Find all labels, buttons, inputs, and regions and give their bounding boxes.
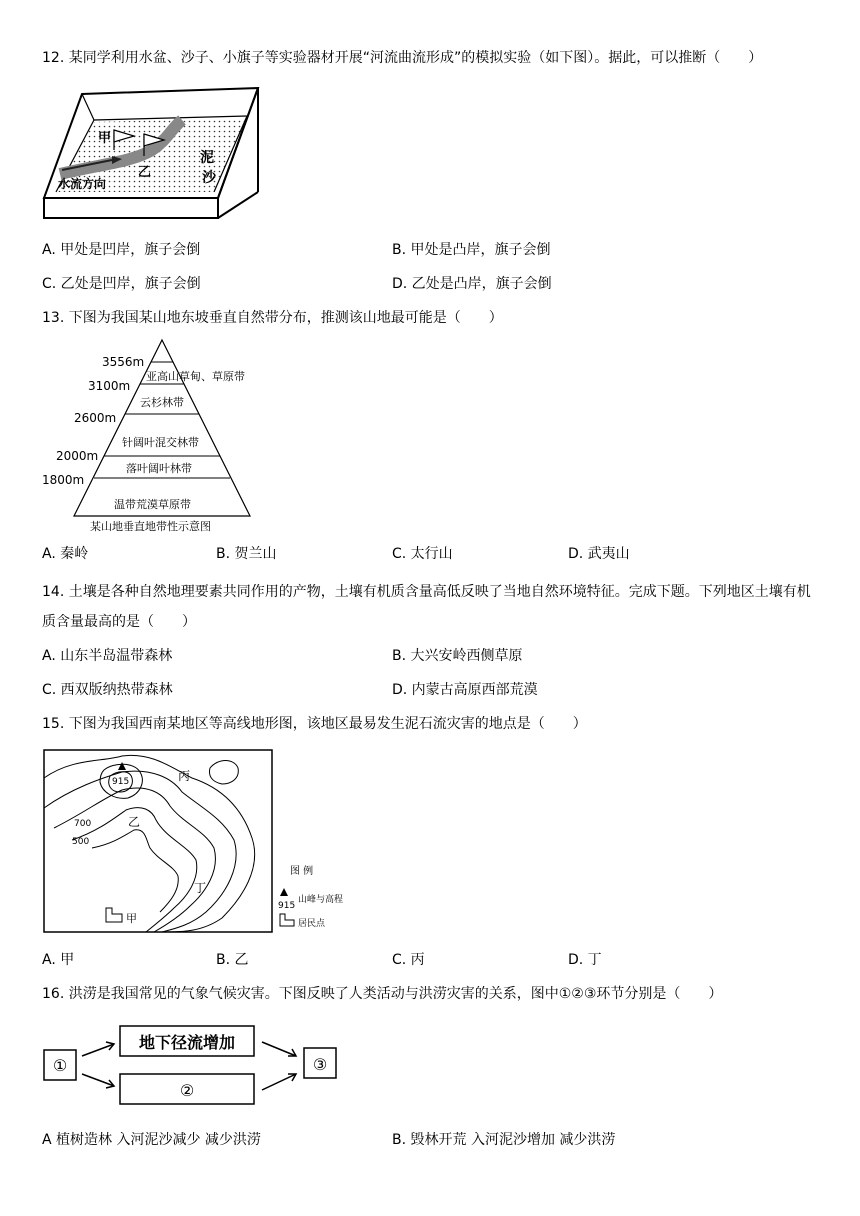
q15-option-a[interactable]: A. 甲: [42, 952, 75, 968]
box-groundwater-label: 地下径流增加: [138, 1033, 236, 1052]
q15-option-d[interactable]: D. 丁: [568, 952, 602, 968]
peak-elevation: 915: [112, 777, 130, 787]
label-ni: 泥: [200, 150, 214, 166]
question-16-stem: 16. 洪涝是我国常见的气象气候灾害。下图反映了人类活动与洪涝灾害的关系，图中①②③环节分别是（ ）: [42, 986, 723, 1002]
elevation-1800: 1800m: [42, 473, 85, 487]
label-yi: 乙: [138, 165, 152, 180]
q16-option-a[interactable]: A 植树造林 入河泥沙减少 减少洪涝: [42, 1132, 261, 1148]
q13-option-b[interactable]: B. 贺兰山: [216, 546, 277, 562]
belt-deciduous-forest: 落叶阔叶林带: [126, 462, 192, 475]
contour-map-figure: [42, 748, 362, 936]
label-jia: 甲: [98, 131, 112, 146]
river-meander-experiment-figure: [42, 84, 264, 220]
q14-option-b[interactable]: B. 大兴安岭西侧草原: [392, 648, 523, 664]
figure-caption: 某山地垂直地带性示意图: [90, 520, 211, 533]
contour-label-500: 500: [72, 837, 90, 847]
location-bing: 丙: [178, 769, 191, 783]
contour-label-700: 700: [74, 819, 92, 829]
elevation-2000: 2000m: [56, 449, 99, 463]
question-14-stem: 14. 土壤是各种自然地理要素共同作用的产物，土壤有机质含量高低反映了当地自然环境特征。完成下题。下列地区土壤有机质含量最高的是（ ）: [42, 584, 811, 630]
q13-option-d[interactable]: D. 武夷山: [568, 546, 630, 562]
belt-mixed-forest: 针阔叶混交林带: [122, 436, 199, 449]
question-12-stem: 12. 某同学利用水盆、沙子、小旗子等实验器材开展“河流曲流形成”的模拟实验（如下图）。据此，可以推断（ ）: [42, 50, 763, 66]
location-jia: 甲: [126, 912, 137, 925]
legend-settlement-label: 居民点: [298, 919, 326, 929]
box-2-label: ②: [179, 1081, 195, 1100]
question-15-stem: 15. 下图为我国西南某地区等高线地形图，该地区最易发生泥石流灾害的地点是（ ）: [42, 716, 587, 732]
q12-option-c[interactable]: C. 乙处是凹岸，旗子会倒: [42, 276, 201, 292]
belt-desert-steppe: 温带荒漠草原带: [114, 498, 191, 511]
location-yi: 乙: [128, 815, 141, 829]
elevation-3556: 3556m: [102, 355, 145, 369]
q12-option-d[interactable]: D. 乙处是凸岸，旗子会倒: [392, 276, 552, 292]
label-sha: 沙: [202, 170, 216, 186]
elevation-3100: 3100m: [88, 379, 131, 393]
question-13-stem: 13. 下图为我国某山地东坡垂直自然带分布，推测该山地最可能是（ ）: [42, 310, 503, 326]
legend-peak-label: 山峰与高程: [298, 895, 344, 905]
q14-option-d[interactable]: D. 内蒙古高原西部荒漠: [392, 682, 538, 698]
legend-title: 图 例: [290, 866, 314, 877]
q13-option-a[interactable]: A. 秦岭: [42, 546, 89, 562]
q15-option-c[interactable]: C. 丙: [392, 952, 425, 968]
q15-option-b[interactable]: B. 乙: [216, 952, 249, 968]
elevation-2600: 2600m: [74, 411, 117, 425]
belt-subalpine-meadow: 亚高山草甸、草原带: [146, 370, 245, 383]
box-1-label: ①: [52, 1056, 68, 1075]
q14-option-c[interactable]: C. 西双版纳热带森林: [42, 682, 173, 698]
label-flow-direction: 水流方向: [58, 177, 107, 191]
q12-option-b[interactable]: B. 甲处是凸岸，旗子会倒: [392, 242, 551, 258]
q14-option-a[interactable]: A. 山东半岛温带森林: [42, 648, 173, 664]
belt-spruce-forest: 云杉林带: [140, 396, 184, 409]
q12-option-a[interactable]: A. 甲处是凹岸，旗子会倒: [42, 242, 201, 258]
q16-option-b[interactable]: B. 毁林开荒 入河泥沙增加 减少洪涝: [392, 1132, 616, 1148]
location-ding: 丁: [194, 881, 207, 895]
q13-option-c[interactable]: C. 太行山: [392, 546, 453, 562]
legend-peak-value: 915: [278, 901, 296, 911]
box-3-label: ③: [312, 1055, 328, 1074]
vertical-zonation-figure: [40, 338, 280, 536]
flood-relationship-diagram: [42, 1018, 342, 1116]
